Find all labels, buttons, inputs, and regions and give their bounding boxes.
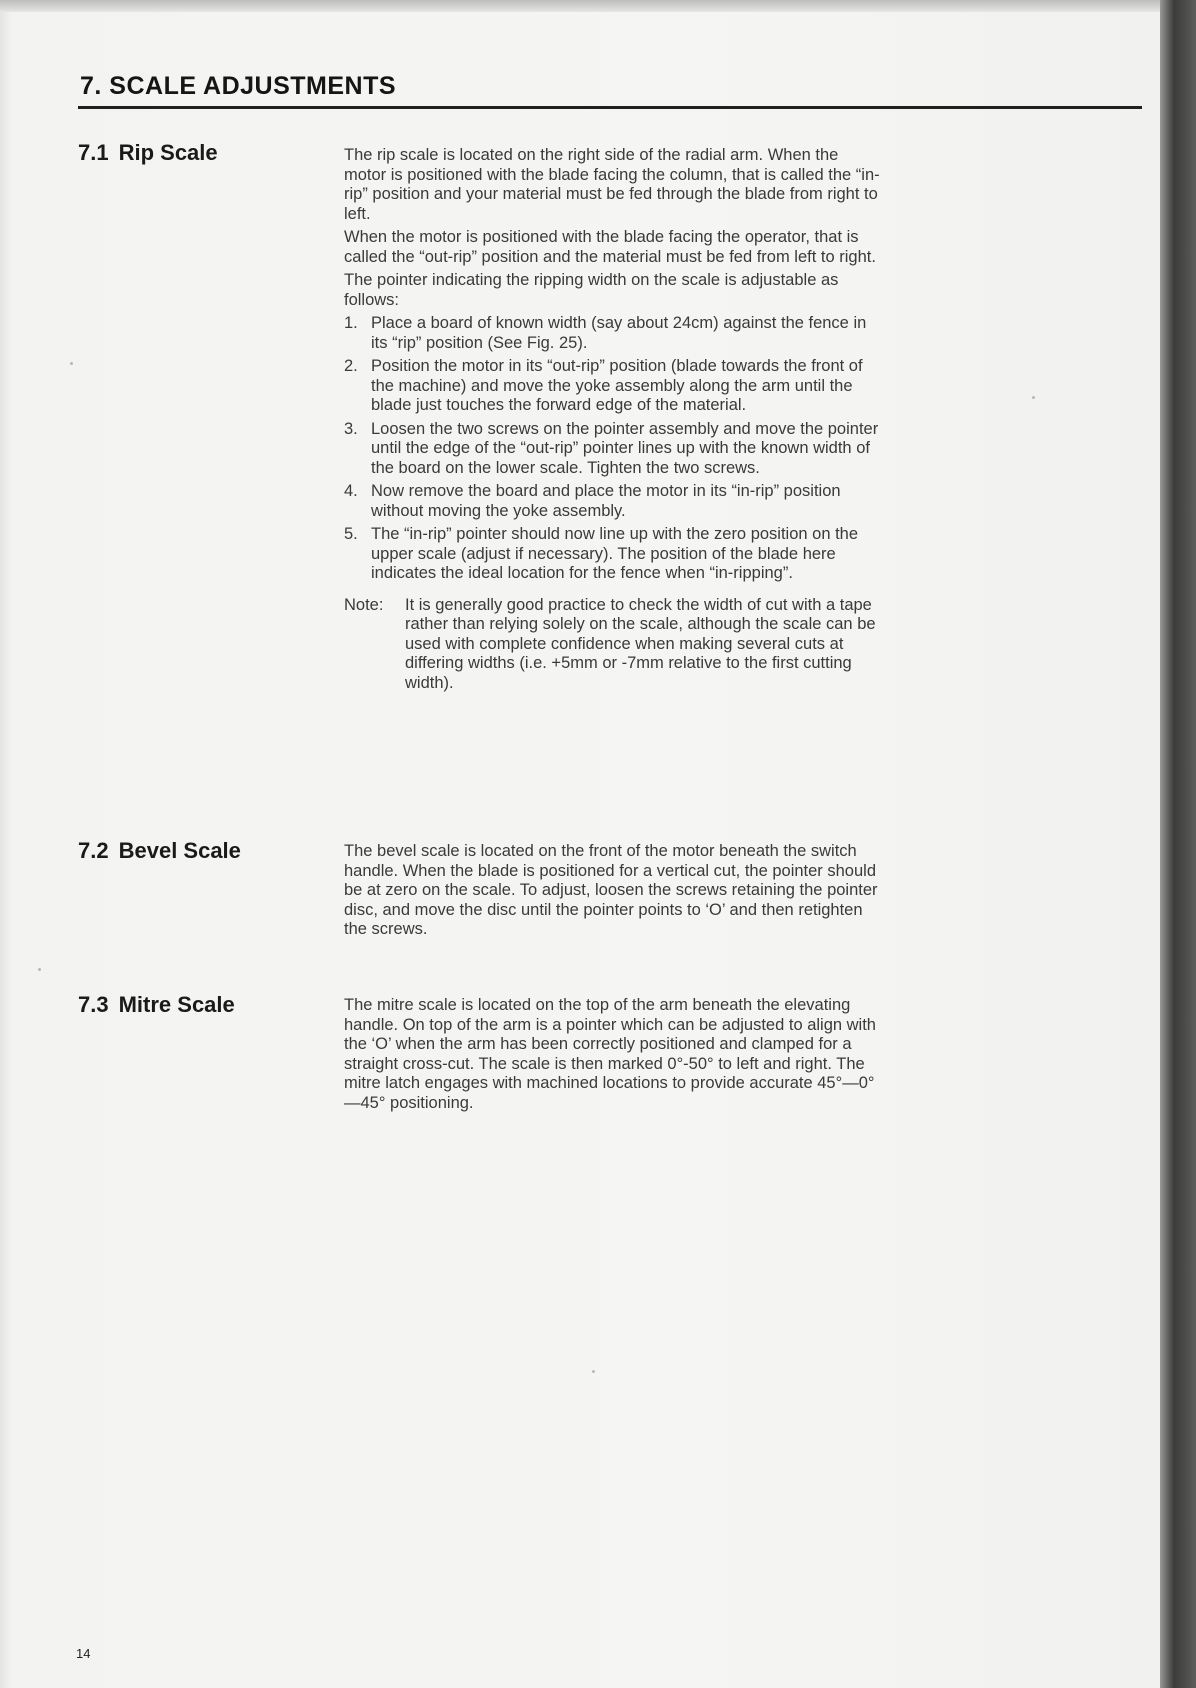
step-number: 3. [344, 419, 358, 438]
paper-speck [592, 1370, 595, 1373]
page-number: 14 [76, 1646, 91, 1661]
paper-speck [1032, 396, 1035, 399]
bevel-scale-body [344, 842, 884, 944]
paragraph: The rip scale is located on the right side of the radial arm. When the motor is positioned with the blade facing the column, that is called the “in-rip” position and your material must be fed through the blade from right to left. [344, 146, 880, 223]
note-text: It is generally good practice to check the width of cut with a tape rather than relying solely on the scale, although the scale can be used with complete confidence when making several cuts at differing widths (i.e. +5mm or -7mm relative to the first cutting width). [405, 595, 876, 692]
section-title: 7. SCALE ADJUSTMENTS [80, 72, 397, 100]
page-top-edge [0, 0, 1160, 12]
list-item [344, 420, 884, 479]
subsection-title: Mitre Scale [118, 992, 235, 1017]
paper-speck [70, 362, 73, 365]
subsection-number: 7.1 [78, 140, 109, 165]
subsection-number: 7.2 [78, 838, 109, 863]
rip-scale-body [344, 146, 884, 693]
step-text: Position the motor in its “out-rip” position (blade towards the front of the machine) and move the yoke assembly along the arm until the blade just touches the forward edge of the material. [371, 357, 863, 414]
paragraph: When the motor is positioned with the blade facing the operator, that is called the “out-rip” position and the material must be fed from left to right. [344, 228, 876, 266]
list-item [344, 314, 884, 353]
paragraph: The bevel scale is located on the front of the motor beneath the switch handle. When the blade is positioned for a vertical cut, the pointer should be at zero on the scale. To adjust, loosen the screws retaining the pointer disc, and move the disc until the pointer points to ‘O’ and then retighten the screws. [344, 842, 878, 938]
paragraph: The mitre scale is located on the top of the arm beneath the elevating handle. On top of the arm is a pointer which can be adjusted to align with the ‘O’ when the arm has been correctly positioned and clamped for a straight cross-cut. The scale is then marked 0°-50° to left and right. The mitre latch engages with machined locations to provide accurate 45°—0°—45° positioning. [344, 996, 876, 1112]
subsection-number: 7.3 [78, 992, 109, 1017]
step-text: Loosen the two screws on the pointer assembly and move the pointer until the edge of the “out-rip” pointer lines up with the known width of the board on the lower scale. Tighten the two screws. [371, 419, 879, 477]
note-label: Note: [344, 595, 384, 614]
paragraph: The pointer indicating the ripping width on the scale is adjustable as follows: [344, 271, 839, 309]
paper-speck [38, 968, 41, 971]
page-binding-edge [1160, 0, 1196, 1688]
note [344, 596, 884, 694]
mitre-scale-body [344, 996, 884, 1117]
list-item [344, 525, 884, 584]
step-number: 4. [344, 482, 358, 500]
subsection-heading-mitre-scale [78, 992, 235, 1018]
title-rule [78, 106, 1142, 109]
step-text: Now remove the board and place the motor in its “in-rip” position without moving the yoke assembly. [371, 482, 841, 520]
step-text: Place a board of known width (say about 24cm) against the fence in its “rip” position (See Fig. 25). [371, 314, 867, 352]
step-number: 1. [344, 314, 358, 332]
step-text: The “in-rip” pointer should now line up with the zero position on the upper scale (adjust if necessary). The position of the blade here indicates the ideal location for the fence when “in-ripping”. [371, 525, 859, 582]
subsection-title: Bevel Scale [118, 838, 241, 863]
subsection-heading-bevel-scale [78, 838, 241, 864]
subsection-heading-rip-scale [78, 140, 218, 166]
list-item [344, 482, 884, 521]
subsection-title: Rip Scale [118, 140, 218, 165]
list-item [344, 357, 884, 416]
step-number: 2. [344, 357, 358, 375]
step-number: 5. [344, 525, 358, 543]
